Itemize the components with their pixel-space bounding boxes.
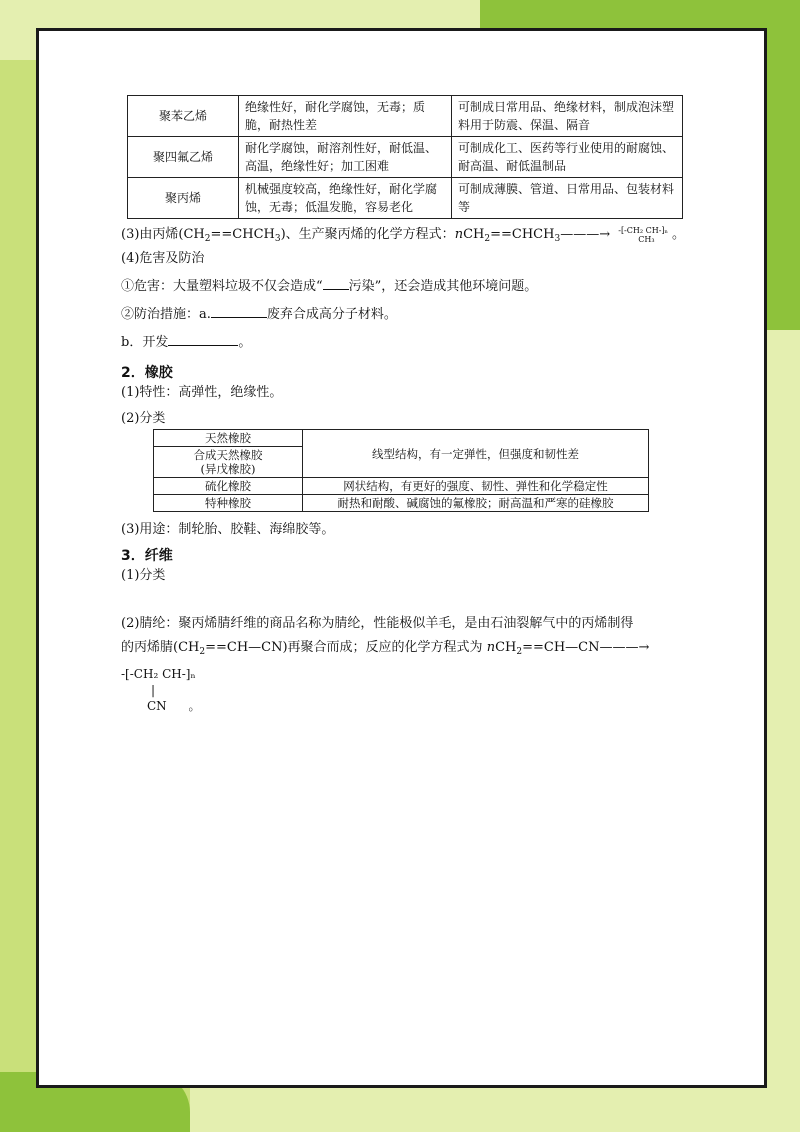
text: 污染”，还会造成其他环境问题。 [348, 279, 538, 294]
subscript: 2 [204, 234, 211, 244]
reaction-arrow: ———→ [560, 227, 611, 242]
prevention-line [121, 305, 721, 325]
polymer-structure-2 [121, 666, 721, 714]
heading-fiber: 3．纤维 [121, 548, 173, 564]
text: 的丙烯腈(CH [121, 640, 200, 655]
polypropylene-equation [121, 225, 721, 249]
table-row [154, 430, 649, 447]
subscript: 3 [554, 234, 561, 244]
hazard-line [121, 277, 721, 297]
text: CH₃ [638, 234, 655, 244]
section-heading: (4)危害及防治 [121, 251, 205, 266]
table-cell: 硫化橡胶 [154, 478, 303, 495]
text: (2)腈纶：聚丙烯腈纤维的商品名称为腈纶，性能极似羊毛，是由石油裂解气中的丙烯制得 [121, 616, 634, 631]
text: -[-CH₂ CH-]ₙ [121, 667, 196, 681]
text: (3)由丙烯(CH [121, 227, 205, 242]
text: -[-CH₂ CH-]ₙ [618, 225, 668, 235]
bond-line: | [151, 683, 156, 697]
table-cell: 聚四氟乙烯 [128, 137, 239, 178]
table-cell: 聚丙烯 [128, 178, 239, 219]
fill-blank[interactable] [211, 305, 267, 318]
plastics-table [127, 95, 683, 219]
table-cell: 耐化学腐蚀，耐溶剂性好，耐低温、高温，绝缘性好；加工困难 [239, 137, 452, 178]
table-cell: 聚苯乙烯 [128, 96, 239, 137]
acrylic-paragraph [121, 612, 721, 664]
table-cell: 可制成化工、医药等行业使用的耐腐蚀、耐高温、耐低温制品 [452, 137, 683, 178]
table-cell: 天然橡胶 [154, 430, 303, 447]
subscript: 2 [516, 647, 523, 657]
text: b．开发 [121, 335, 169, 350]
paragraph: (1)特性：高弹性，绝缘性。 [121, 385, 283, 400]
fill-blank[interactable] [168, 333, 238, 346]
subscript: 2 [199, 647, 206, 657]
develop-line [121, 333, 721, 353]
text: 。 [238, 335, 252, 350]
text: CH [495, 640, 517, 655]
table-cell: 线型结构，有一定弹性，但强度和韧性差 [303, 430, 649, 478]
coefficient: n [454, 227, 464, 242]
table-row [128, 137, 683, 178]
text: 废弃合成高分子材料。 [266, 307, 397, 322]
paragraph: (2)分类 [121, 411, 166, 426]
document-content [121, 95, 721, 714]
table-cell: 绝缘性好，耐化学腐蚀，无毒；质脆，耐热性差 [239, 96, 452, 137]
text: 。 [188, 699, 201, 713]
text: ②防治措施：a. [121, 307, 211, 322]
table-cell: 可制成薄膜、管道、日常用品、包装材料等 [452, 178, 683, 219]
subscript: 2 [484, 234, 491, 244]
subscript: 3 [274, 234, 281, 244]
fill-blank[interactable] [323, 277, 349, 290]
table-row [154, 478, 649, 495]
polymer-structure [618, 226, 668, 244]
table-cell: 合成天然橡胶 (异戊橡胶) [154, 447, 303, 478]
table-row [154, 495, 649, 512]
text: ==CHCH [210, 227, 275, 242]
text: ①危害：大量塑料垃圾不仅会造成“ [121, 279, 323, 294]
paragraph: (3)用途：制轮胎、胶鞋、海绵胶等。 [121, 522, 335, 537]
reaction-arrow: ==CH—CN———→ [522, 640, 650, 655]
table-cell: 特种橡胶 [154, 495, 303, 512]
table-row [128, 96, 683, 137]
table-cell: 可制成日常用品、绝缘材料，制成泡沫塑料用于防震、保温、隔音 [452, 96, 683, 137]
bg-shape-bottom-right [190, 1082, 800, 1132]
text: ==CH—CN)再聚合而成；反应的化学方程式为 [205, 640, 483, 655]
table-cell: 耐热和耐酸、碱腐蚀的氟橡胶；耐高温和严寒的硅橡胶 [303, 495, 649, 512]
heading-rubber: 2．橡胶 [121, 365, 173, 381]
text: CH [463, 227, 485, 242]
rubber-table [153, 429, 649, 512]
text: )、生产聚丙烯的化学方程式： [280, 227, 455, 242]
text: 。 [672, 227, 686, 242]
document-page [36, 28, 767, 1088]
coefficient: n [486, 640, 496, 655]
paragraph: (1)分类 [121, 568, 166, 583]
text: ==CHCH [490, 227, 555, 242]
text: CN [147, 699, 167, 713]
table-row [128, 178, 683, 219]
table-cell: 网状结构，有更好的强度、韧性、弹性和化学稳定性 [303, 478, 649, 495]
table-cell: 机械强度较高，绝缘性好，耐化学腐蚀，无毒；低温发脆，容易老化 [239, 178, 452, 219]
